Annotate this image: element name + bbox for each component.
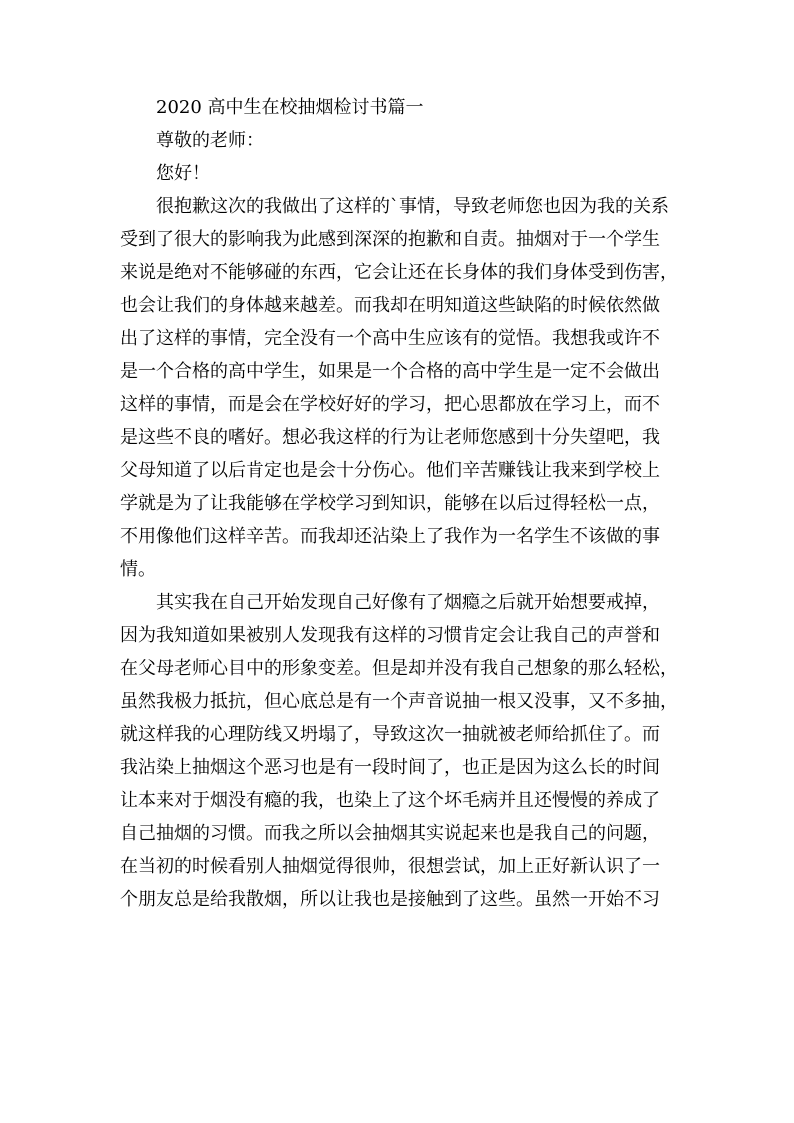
paragraph-2-line: 我沾染上抽烟这个恶习也是有一段时间了，也正是因为这么长的时间	[120, 757, 660, 778]
document-title: 2020 高中生在校抽烟检讨书篇一	[156, 97, 424, 118]
paragraph-2-line: 个朋友总是给我散烟，所以让我也是接触到了这些。虽然一开始不习	[120, 889, 660, 910]
paragraph-1-line: 来说是绝对不能够碰的东西，它会让还在长身体的我们身体受到伤害，	[120, 262, 678, 283]
paragraph-1-line: 父母知道了以后肯定也是会十分伤心。他们辛苦赚钱让我来到学校上	[120, 460, 660, 481]
paragraph-1-line: 受到了很大的影响我为此感到深深的抱歉和自责。抽烟对于一个学生	[120, 229, 660, 250]
paragraph-2-line: 虽然我极力抵抗，但心底总是有一个声音说抽一根又没事，又不多抽，	[120, 691, 678, 712]
document-body	[120, 91, 680, 916]
paragraph-1-line: 学就是为了让我能够在学校学习到知识，能够在以后过得轻松一点，	[120, 493, 660, 514]
paragraph-2-line: 在当初的时候看别人抽烟觉得很帅，很想尝试，加上正好新认识了一	[120, 856, 660, 877]
paragraph-1-line: 是这些不良的嗜好。想必我这样的行为让老师您感到十分失望吧，我	[120, 427, 660, 448]
paragraph-1-line: 不用像他们这样辛苦。而我却还沾染上了我作为一名学生不该做的事	[120, 526, 660, 547]
paragraph-1-line: 出了这样的事情，完全没有一个高中生应该有的觉悟。我想我或许不	[120, 328, 660, 349]
paragraph-2-line: 自己抽烟的习惯。而我之所以会抽烟其实说起来也是我自己的问题，	[120, 823, 660, 844]
paragraph-2-line: 让本来对于烟没有瘾的我，也染上了这个坏毛病并且还慢慢的养成了	[120, 790, 660, 811]
paragraph-2	[120, 586, 680, 916]
paragraph-2-line: 因为我知道如果被别人发现我有这样的习惯肯定会让我自己的声誉和	[120, 625, 660, 646]
paragraph-1	[120, 190, 680, 586]
greeting: 您好！	[156, 163, 210, 184]
paragraph-2-line: 其实我在自己开始发现自己好像有了烟瘾之后就开始想要戒掉，	[156, 592, 660, 613]
paragraph-1-line: 很抱歉这次的我做出了这样的`事情，导致老师您也因为我的关系	[156, 196, 669, 217]
paragraph-2-line: 就这样我的心理防线又坍塌了，导致这次一抽就被老师给抓住了。而	[120, 724, 660, 745]
paragraph-1-line: 情。	[120, 559, 156, 580]
paragraph-1-line: 这样的事情，而是会在学校好好的学习，把心思都放在学习上，而不	[120, 394, 660, 415]
paragraph-1-line: 也会让我们的身体越来越差。而我却在明知道这些缺陷的时候依然做	[120, 295, 660, 316]
paragraph-2-line: 在父母老师心目中的形象变差。但是却并没有我自己想象的那么轻松，	[120, 658, 678, 679]
paragraph-1-line: 是一个合格的高中学生，如果是一个合格的高中学生是一定不会做出	[120, 361, 660, 382]
salutation: 尊敬的老师：	[156, 130, 264, 151]
